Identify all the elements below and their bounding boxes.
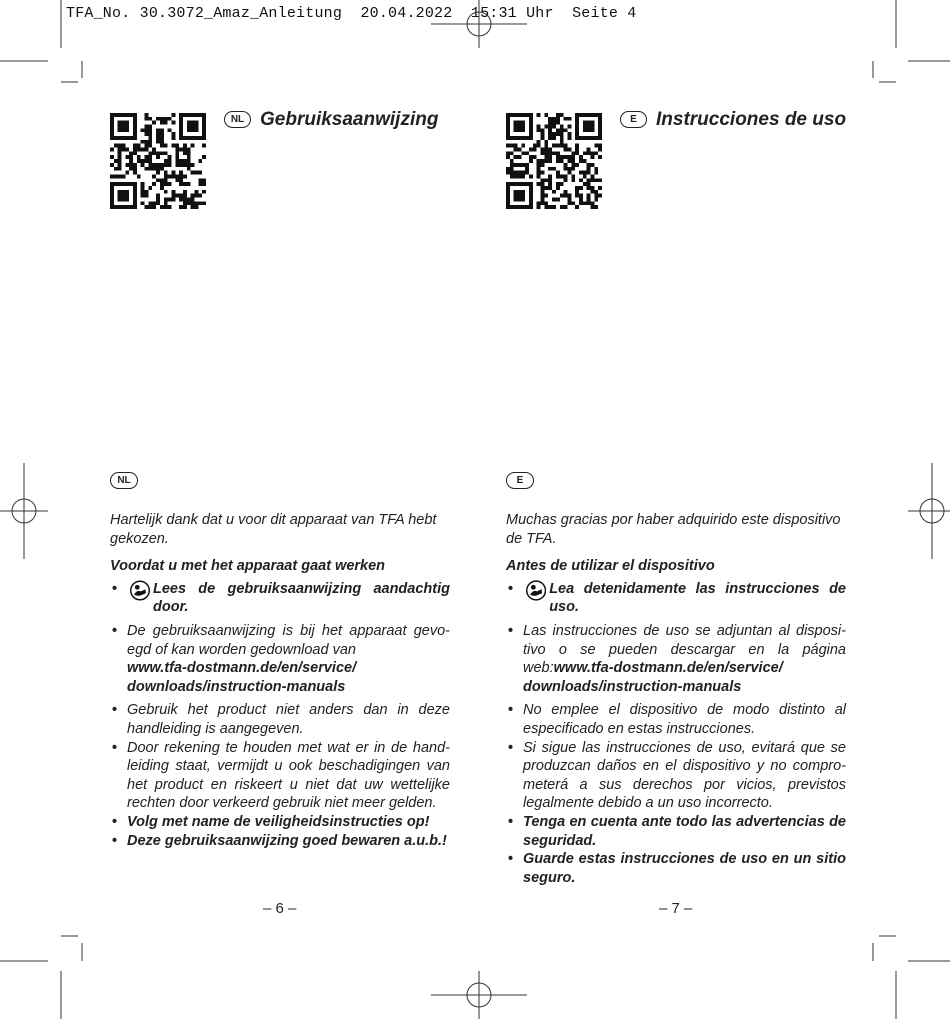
list-item [506,580,846,617]
list-item: • Volg met name de veiligheidsinstructies op! [110,813,450,832]
instruction-list [110,580,450,850]
page-number-left: – 6 – [263,900,297,917]
read-manual-icon [526,580,546,601]
intro-text: Hartelijk dank dat u voor dit apparaat van TFA hebt gekozen. [110,512,437,547]
intro-text: Muchas gracias por haber adquirido este dispositivo de TFA. [506,512,841,547]
section-badge-nl: NL [110,472,138,489]
page-number-right: – 7 – [659,900,693,917]
list-item: • Si sigue las instrucciones de uso, evitará que se produzcan daños en el dispositivo y no comprometerá a sus derechos por vicios, previstos legalmente debido a un uso incorrecto. [506,739,846,813]
title-nl: Gebruiksaanwijzing [260,109,439,130]
title-e: Instrucciones de uso [656,109,847,130]
list-item [110,580,450,617]
read-manual-icon [130,580,150,601]
qr-code-left[interactable] [110,113,206,209]
manual-url[interactable]: www.tfa-dostmann.de/en/service/ downloads/instruction-manuals [523,660,783,695]
list-item: • Deze gebruiksaanwijzing goed bewaren a.u.b.! [110,832,450,851]
bullet-text: Las instrucciones de uso se adjuntan al dispositivo o se pueden descargar en la página web: [523,622,846,677]
bullet-text: De gebruiksaanwijzing is bij het apparaat gevoegd of kan worden gedownload van [127,622,450,658]
qr-code-right[interactable] [506,113,602,209]
language-badge-nl: NL [224,111,251,128]
list-item: • Door rekening te houden met wat er in de handleiding staat, vermijdt u ook beschadigingen van het product en riskeert u niet dat uw wettelijke rechten door verkeerd gebruik niet meer gelden. [110,739,450,813]
section-badge-e: E [506,472,534,489]
list-item: • Guarde estas instrucciones de uso en un sitio seguro. [506,850,846,887]
list-item [110,622,450,696]
read-manual-label: • Lea detenidamente las instrucciones de uso. [549,580,846,616]
list-item [506,622,846,696]
read-manual-label: • Lees de gebruiksaanwijzing aandachtig door. [153,580,450,616]
manual-url[interactable]: www.tfa-dostmann.de/en/service/ downloads/instruction-manuals [127,660,357,695]
language-badge-e: E [620,111,647,128]
list-item: • No emplee el dispositivo de modo distinto al especificado en estas instrucciones. [506,701,846,738]
subheading: Voordat u met het apparaat gaat werken [110,558,386,575]
column-nl [110,511,450,850]
list-item: • Gebruik het product niet anders dan in deze handleiding is aangegeven. [110,701,450,738]
list-item: • Tenga en cuenta ante todo las advertencias de seguridad. [506,813,846,850]
subheading: Antes de utilizar el dispositivo [506,558,715,575]
column-e [506,511,846,887]
print-slug-header: TFA_No. 30.3072_Amaz_Anleitung 20.04.2022 15:31 Uhr Seite 4 [66,5,637,22]
instruction-list [506,580,846,888]
